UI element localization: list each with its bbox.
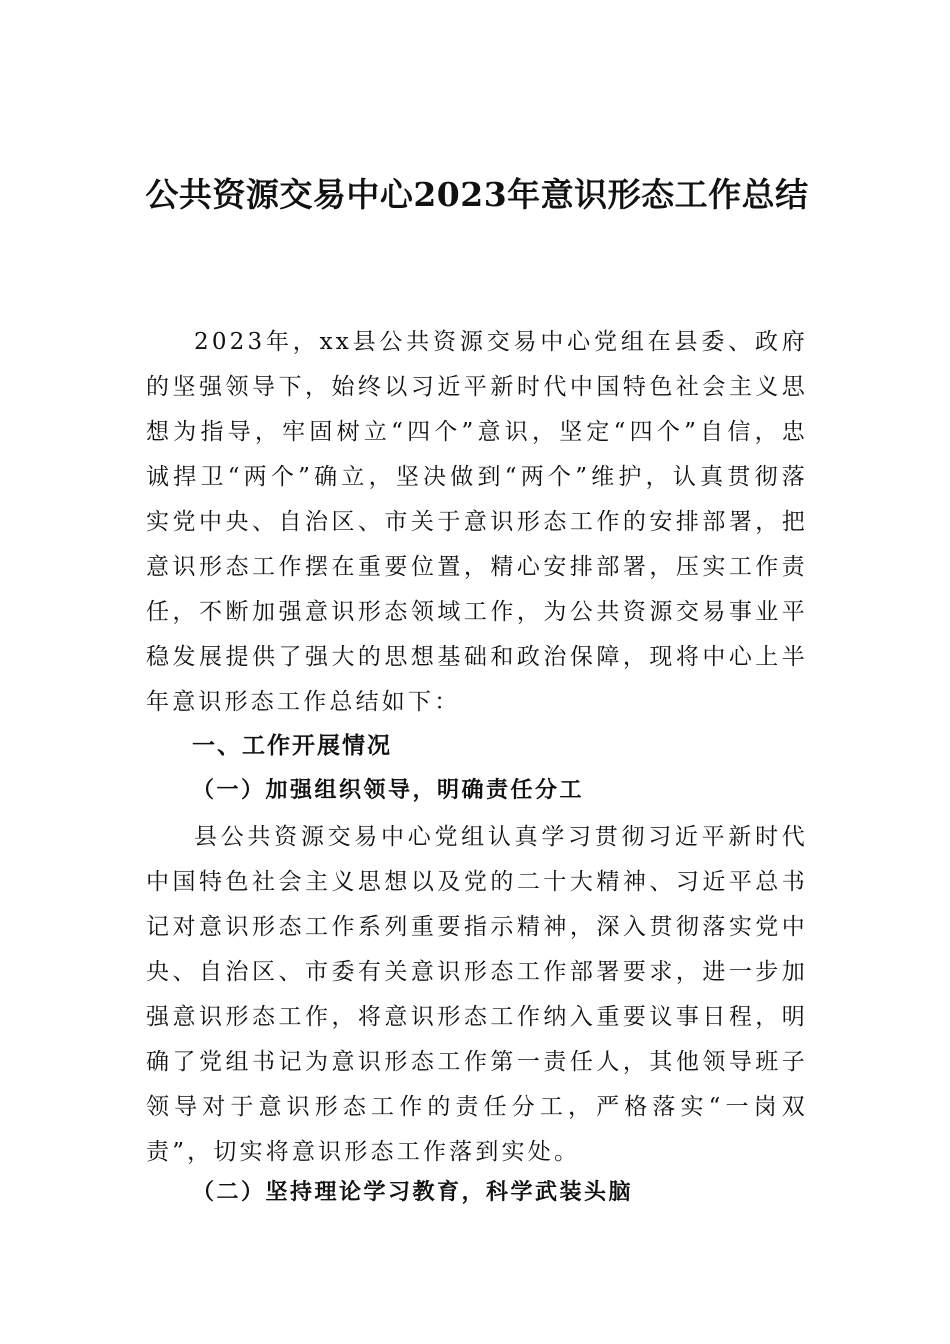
subsection-heading-theory-study: （二）坚持理论学习教育，科学武装头脑 bbox=[192, 1179, 634, 1205]
intro-paragraph: 2023年，xx县公共资源交易中心党组在县委、政府的坚强领导下，始终以习近平新时代中国特色社会主义思想为指导，牢固树立“四个”意识，坚定“四个”自信，忠诚捍卫“两个”确立，坚决做到“两个”维护，认真贯彻落实党中央、自治区、市关于意识形态工作的安排部署，把意识形态工作摆在重要位置，精心安排部署，压实工作责任，不断加强意识形态领域工作，为公共资源交易事业平稳发展提供了强大的思想基础和政治保障，现将中心上半年意识形态工作总结如下： bbox=[146, 329, 808, 715]
section-heading-work-progress: 一、工作开展情况 bbox=[192, 733, 392, 759]
subsection-heading-organization: （一）加强组织领导，明确责任分工 bbox=[192, 777, 585, 803]
subsection-paragraph-organization: 县公共资源交易中心党组认真学习贯彻习近平新时代中国特色社会主义思想以及党的二十大精神、习近平总书记对意识形态工作系列重要指示精神，深入贯彻落实党中央、自治区、市委有关意识形态工作部署要求，进一步加强意识形态工作，将意识形态工作纳入重要议事日程，明确了党组书记为意识形态工作第一责任人，其他领导班子领导对于意识形态工作的责任分工，严格落实“一岗双责”，切实将意识形态工作落到实处。 bbox=[146, 824, 808, 1165]
document-title: 公共资源交易中心2023年意识形态工作总结 bbox=[145, 175, 809, 214]
